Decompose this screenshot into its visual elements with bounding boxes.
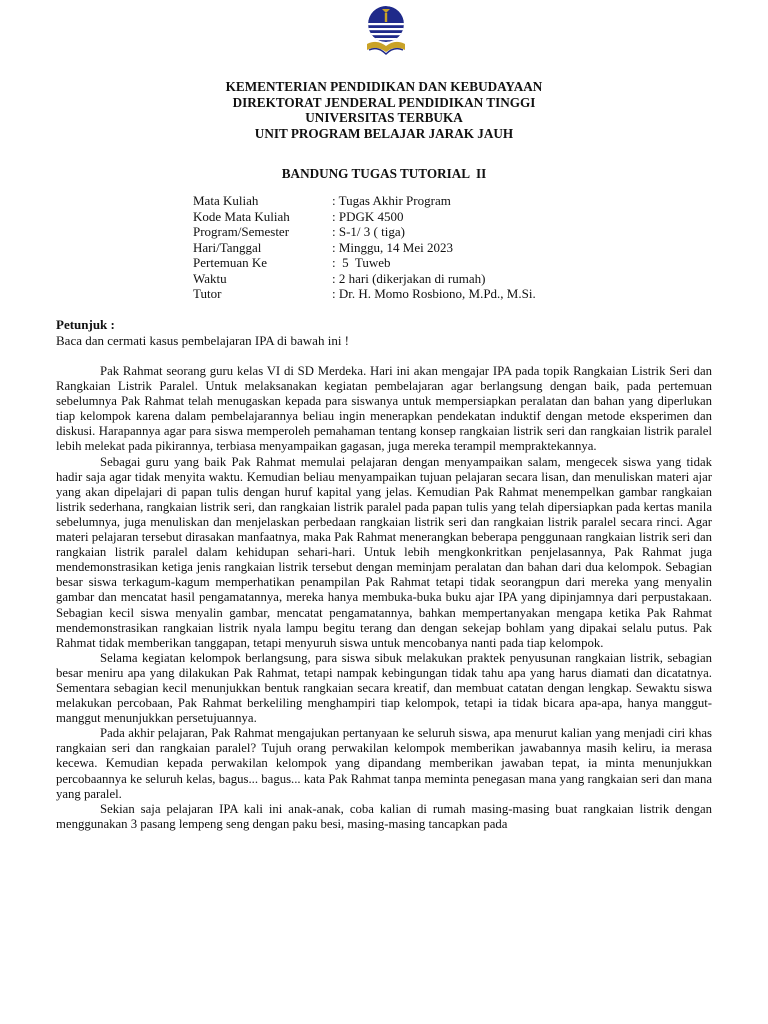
info-label: Program/Semester [193, 224, 290, 239]
info-value: : Minggu, 14 Mei 2023 [332, 239, 453, 255]
paragraph: Sekian saja pelajaran IPA kali ini anak-anak, coba kalian di rumah masing-masing buat rangkaian listrik dengan menggunakan 3 pasang lempeng seng dengan paku besi, masing-masing tancapkan pada [56, 801, 712, 831]
course-info-table [193, 193, 536, 302]
paragraph: Selama kegiatan kelompok berlangsung, para siswa sibuk melakukan praktek penyusunan rangkaian listrik, sebagian besar meniru apa yang dilakukan Pak Rahmat, tetapi nampak kebingungan tidak tahu apa yang harus diamati dan dicatatnya. Sementara sebagian kecil menunjukkan bentuk rangkaian secara kreatif, dan membuat catatan dengan lengkap. Sewaktu siswa melakukan percobaan, Pak Rahmat berkeliling menghampiri tiap kelompok, tetapi ia tidak bicara apa-apa, hanya manggut-manggut menunjukkan persetujuannya. [56, 650, 712, 726]
info-label: Hari/Tanggal [193, 239, 262, 255]
info-row-course [193, 193, 536, 209]
info-value: : PDGK 4500 [332, 208, 404, 224]
case-study-text [56, 364, 712, 832]
info-value: : S-1/ 3 ( tiga) [332, 224, 405, 239]
header-ministry: KEMENTERIAN PENDIDIKAN DAN KEBUDAYAAN [225, 79, 543, 94]
info-row-time [193, 271, 536, 287]
info-label: Waktu [193, 270, 227, 286]
info-value: : 2 hari (dikerjakan di rumah) [332, 270, 486, 286]
info-row-meeting [193, 255, 536, 271]
info-row-date [193, 240, 536, 256]
info-label: Tutor [193, 286, 222, 301]
info-value: : Tugas Akhir Program [332, 193, 451, 208]
paragraph: Pak Rahmat seorang guru kelas VI di SD Merdeka. Hari ini akan mengajar IPA pada topik Rangkaian Listrik Seri dan Rangkaian Listrik Paralel. Untuk melaksanakan kegiatan pembelajaran agar berlangsung dengan baik, pada pertemuan sebelumnya Pak Rahmat telah menugaskan kepada para siswanya untuk mempersiapkan peralatan dan bahan yang diperlukan tiap kelompok karena dalam pembelajarannya beliau ingin menerapkan pendekatan induktif dengan metode eksperimen dan diskusi. Harapannya agar para siswa memperoleh pemahaman tentang konsep rangkaian listrik seri dan rangkaian listrik paralel lebih melekat pada pikirannya, terbiasa menyampaikan gagasan, juga mereka terampil mempraktekannya. [56, 364, 712, 454]
info-label: Kode Mata Kuliah [193, 208, 290, 224]
header-university: UNIVERSITAS TERBUKA [305, 110, 463, 125]
instructions-heading: Petunjuk : [56, 317, 115, 332]
info-label: Mata Kuliah [193, 193, 259, 208]
info-row-code [193, 209, 536, 225]
info-row-tutor [193, 286, 536, 302]
header-unit: UNIT PROGRAM BELAJAR JARAK JAUH [254, 125, 514, 141]
universitas-terbuka-logo [362, 4, 410, 60]
paragraph: Sebagai guru yang baik Pak Rahmat memulai pelajaran dengan menyampaikan salam, mengecek siswa yang tidak hadir saja agar tidak menyita waktu. Kemudian beliau menyampaikan tujuan pelajaran secara lisan, dan menuliskan materi ajar yang akan dipelajari di papan tulis dengan huruf kapital yang jelas. Kemudian Pak Rahmat menempelkan gambar rangkaian listrik sederhana, rangkaian listrik seri, dan rangkaian listrik paralel pada papan tulis yang telah dipersiapkan pada kertas manila sebelumnya, juga menuliskan dan menjelaskan perbedaan rangkaian listrik seri dan rangkaian listrik paralel secara rinci. Agar materi pelajaran tersebut dirasakan manfaatnya, maka Pak Rahmat menerangkan beberapa penggunaan rangkaian listrik seri dan rangkaian listrik paralel dalam kehidupan sehari-hari. Untuk lebih mengkonkritkan penjelasannya, Pak Rahmat juga mendemonstrasikan ketiga jenis rangkaian listrik tersebut dengan meminjam peralatan dan bahan dari dua kelompok. Sebagian besar siswa terkagum-kagum memperhatikan penampilan Pak Rahmat tetapi tidak seorangpun dari mereka yang menyalin gambar dan mencatat hasil pengamatannya, mereka hanya membuka-buka buku ajar IPA yang dipinjamnya dari perpustakaan. Sebagian kecil siswa menyalin gambar, mencatat pengamatannya, bahkan mempertanyakan mengapa ketika Pak Rahmat mendemonstrasikan rangkaian listrik nyala lampu begitu terang dan dengan sekejap bohlam yang dipakai selalu putus. Pak Rahmat tidak memberikan tanggapan, tetapi menyuruh siswa untuk mencobanya nanti pada tiap kelompok. [56, 454, 712, 650]
paragraph: Pada akhir pelajaran, Pak Rahmat mengajukan pertanyaan ke seluruh siswa, apa menurut kalian yang menjadi ciri khas rangkaian seri dan rangkaian paralel? Tujuh orang perwakilan kelompok memberikan jawabannya masih keliru, ia merasa kecewa. Kemudian kepada perwakilan kelompok yang dipandang memberikan jawaban tepat, ia minta menunjukkan percobaannya ke seluruh kelas, bagus... bagus... kata Pak Rahmat tanpa meminta penegasan mana yang rangkaian seri dan mana yang paralel. [56, 726, 712, 801]
institution-header [0, 79, 768, 141]
document-title: BANDUNG TUGAS TUTORIAL II [281, 166, 487, 181]
info-value: : 5 Tuweb [332, 255, 391, 270]
info-row-program [193, 224, 536, 240]
info-value: : Dr. H. Momo Rosbiono, M.Pd., M.Si. [332, 286, 536, 301]
info-label: Pertemuan Ke [193, 255, 268, 270]
instructions-text: Baca dan cermati kasus pembelajaran IPA di bawah ini ! [56, 333, 350, 348]
header-directorate: DIREKTORAT JENDERAL PENDIDIKAN TINGGI [232, 94, 536, 110]
